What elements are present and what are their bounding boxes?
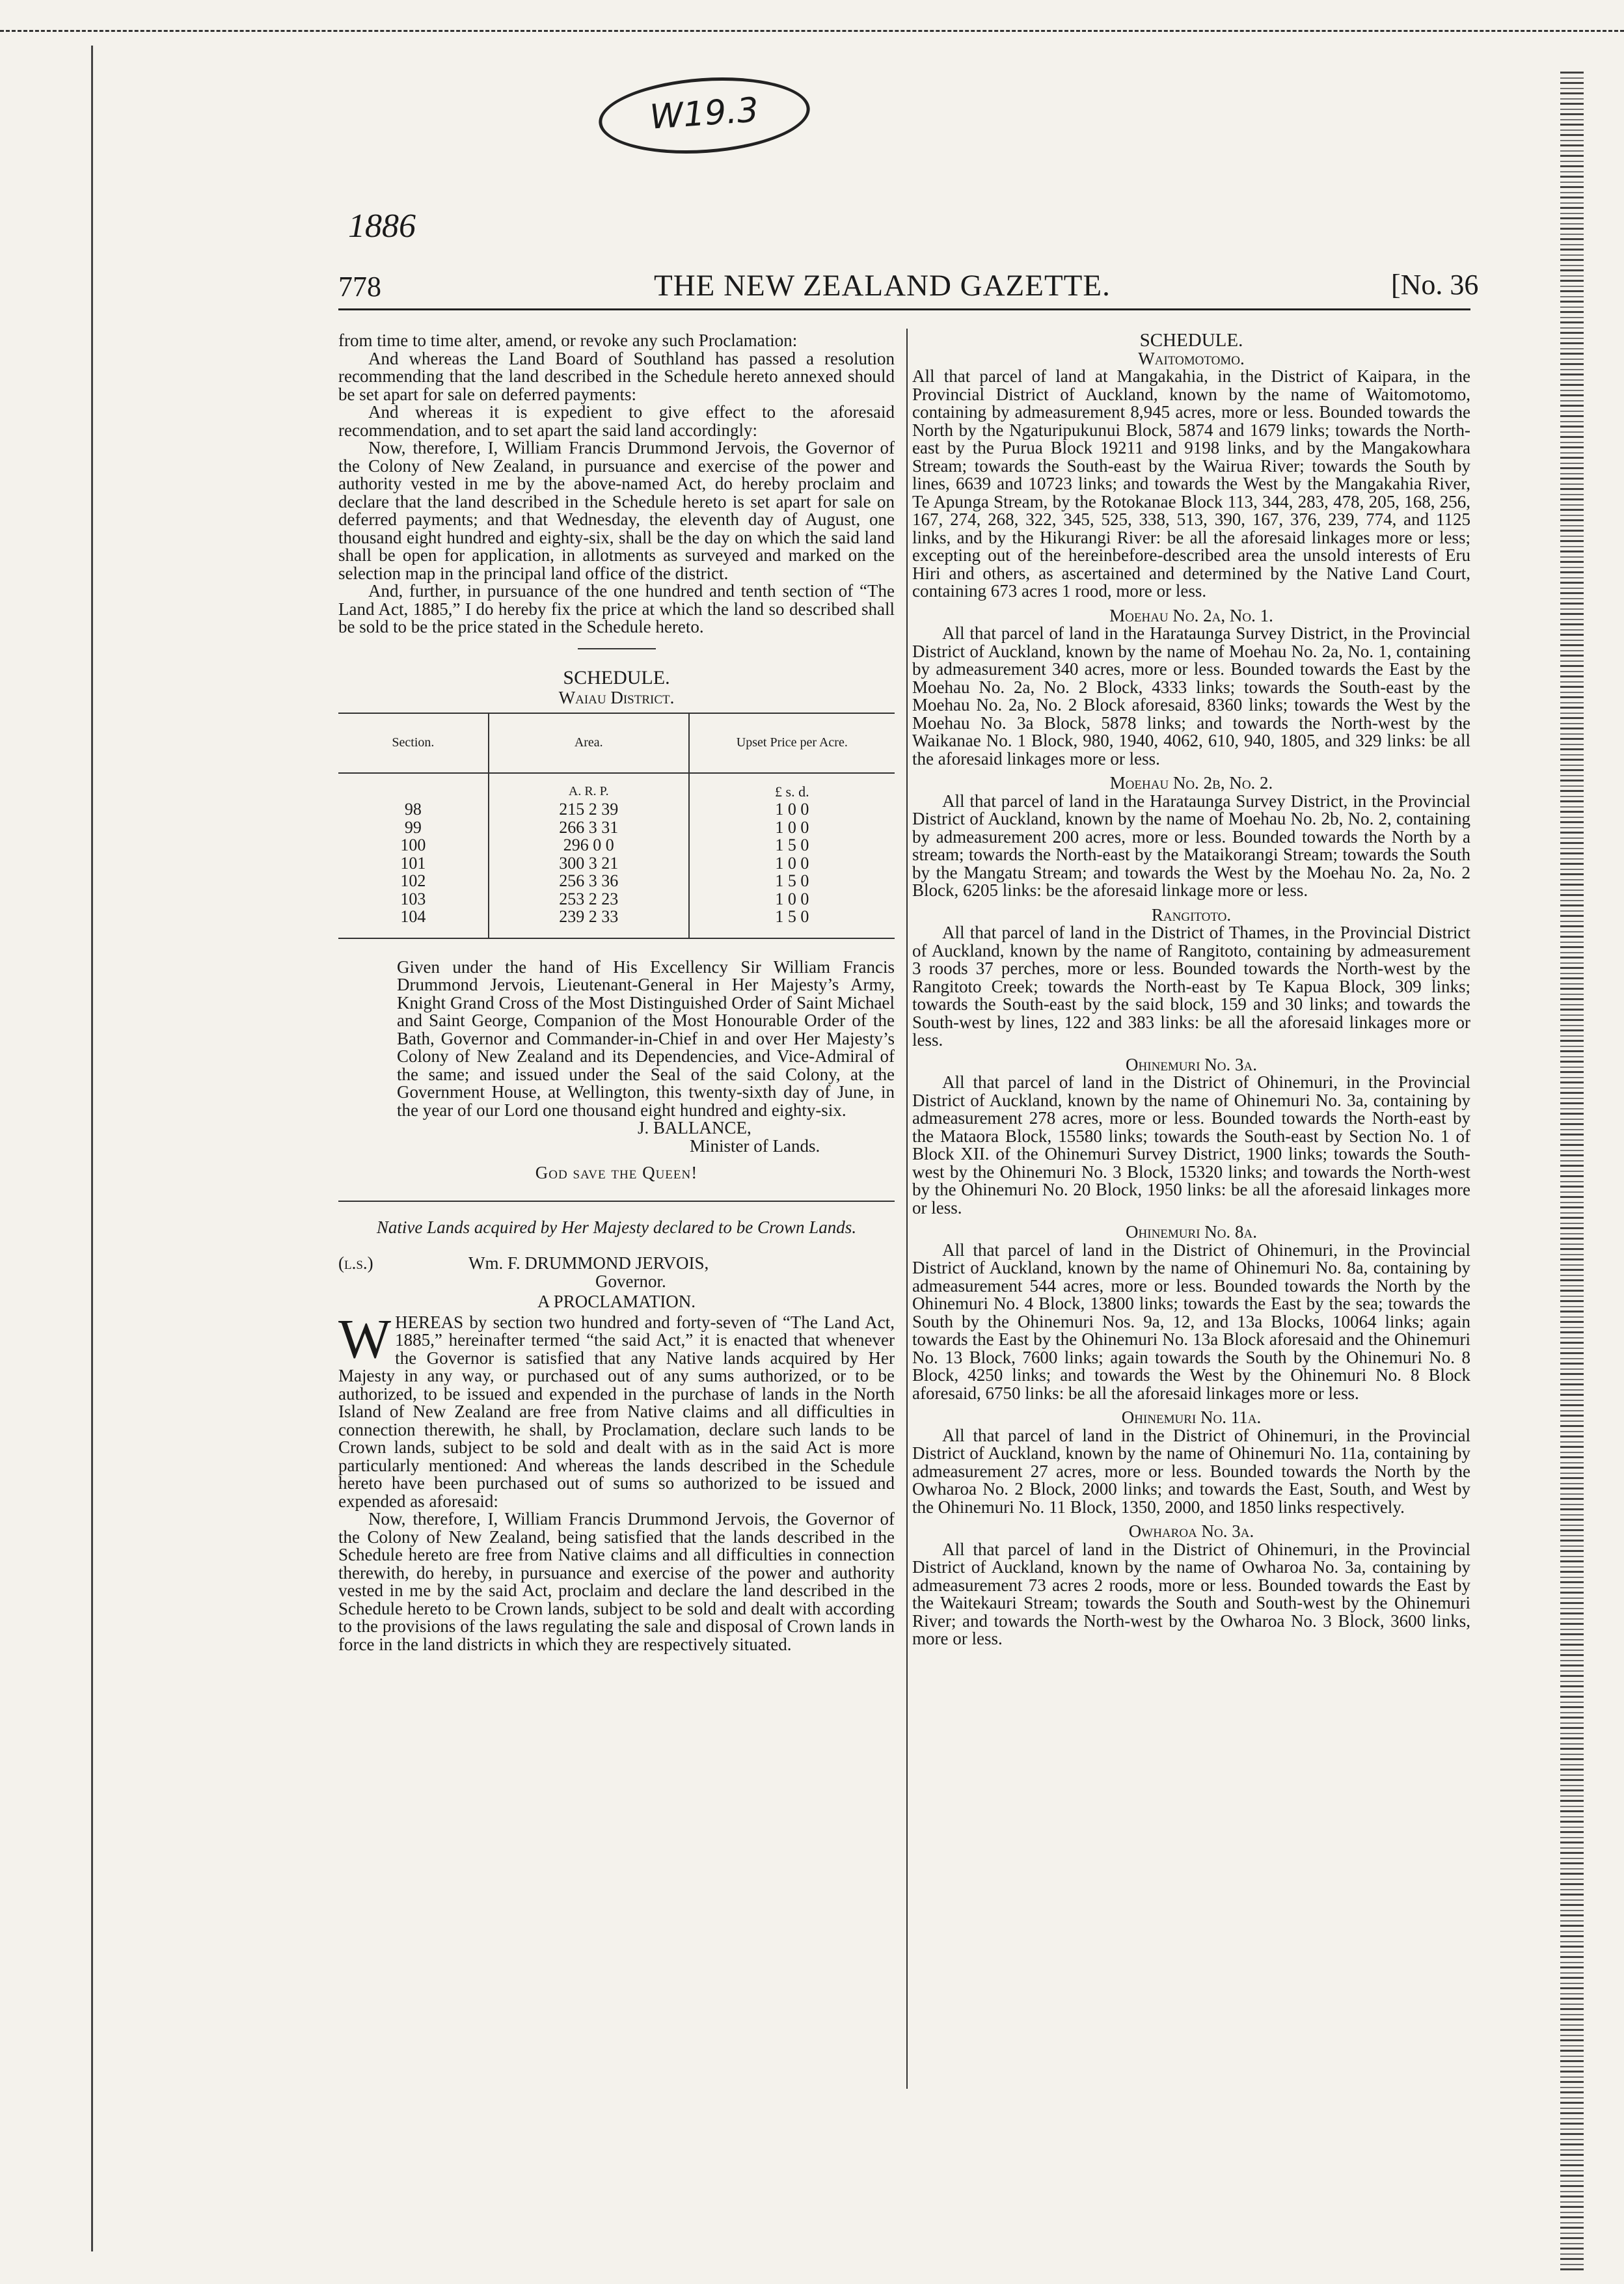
drop-capital: W [338, 1307, 392, 1370]
paragraph: Now, therefore, I, William Francis Drummond Jervois, the Governor of the Colony of New Zealand, in pursuance and exercise of the power and authority vested in me by the above-named Act, do hereby proclaim and declare that the land described in the Schedule hereto is set apart for sale on deferred payments; and that Wednesday, the eleventh day of August, one thousand eight hundred and eighty-six, shall be the day on which the said land shall be open for application, in allotments as surveyed and marked on the selection map in the principal land office of the district. [338, 438, 895, 583]
table-cell-section: 101 [338, 854, 489, 873]
table-row [338, 872, 895, 890]
governor-title: Governor. [595, 1271, 666, 1291]
table-row [338, 890, 895, 908]
given-under-hand: Given under the hand of His Excellency Sir William Francis Drummond Jervois, Lieutenant-General in Her Majesty’s Army, Knight Grand Cross of the Most Distinguished Order of Saint Michael and Saint George, Companion of the Most Honourable Order of the Bath, Governor and Commander-in-Chief in and over Her Majesty’s Colony of New Zealand and its Dependencies, and Vice-Admiral of the same; and issued under the Seal of the said Colony, at the Government House, at Wellington, this twenty-sixth day of June, in the year of our Lord one thousand eight hundred and eighty-six. [397, 957, 895, 1120]
table-cell-area: 256 3 36 [489, 872, 689, 890]
block-heading: Moehau No. 2b, No. 2. [1109, 773, 1273, 793]
table-cell-area: 239 2 33 [489, 908, 689, 938]
block-text: All that parcel of land in the District of Ohinemuri, in the Provincial District of Auckland, known by the name of Owharoa No. 3a, containing by admeasurement 73 acres 2 roods, more or less. Bounded towards the East by the Waitekauri Stream; towards the South and South-west by the Ohinemuri River; and towards the North-west by the Owharoa No. 3 Block, 3600 links, more or less. [912, 1539, 1470, 1648]
table-cell-price: 1 0 0 [775, 889, 809, 908]
block-text: All that parcel of land in the District of Ohinemuri, in the Provincial District of Auckland, known by the name of Ohinemuri No. 11a, containing by admeasurement 27 acres, more or less. Bounded towards the North by the Owharoa No. 2 Block, 2000 links; and towards the East, South, and West by the Ohinemuri No. 11 Block, 1350, 2000, and 1850 links respectively. [912, 1425, 1470, 1517]
table-cell-price: 1 0 0 [775, 817, 809, 837]
paragraph: And, further, in pursuance of the one hundred and tenth section of “The Land Act, 1885,” I do hereby fix the price at which the land so described shall be sold to be the price stated in the Schedule hereto. [338, 581, 895, 636]
table-cell-area: 300 3 21 [489, 854, 689, 873]
block-text: All that parcel of land in the District of Ohinemuri, in the Provincial District of Auckland, known by the name of Ohinemuri No. 3a, containing by admeasurement 278 acres, more or less. Bounded towards the North-east by the Mataora Block, 15580 links; towards the South-east by Section No. 1 of Block XII. of the Ohinemuri Survey District, 1900 links; towards the South-west by the Ohinemuri No. 3 Block, 15320 links; and towards the North-west by the Ohinemuri No. 20 Block, 1950 links: be all the aforesaid linkages more or less. [912, 1072, 1470, 1217]
paragraph [338, 1307, 895, 1511]
signer-name: J. BALLANCE, [638, 1118, 751, 1137]
paragraph: Now, therefore, I, William Francis Drummond Jervois, the Governor of the Colony of New Zealand, being satisfied that the lands described in the Schedule hereto are free from Native claims and all difficulties in connection therewith, do hereby, in pursuance and exercise of the power and authority vested in me by the said Act, proclaim and declare the land described in the Schedule hereto to be Crown lands, subject to be sold and dealt with according to the provisions of the laws regulating the sale and disposal of Crown lands in force in the land districts in which they are respectively situated. [338, 1509, 895, 1654]
table-cell-section: 104 [338, 908, 489, 938]
page-right-binding-edge [1560, 72, 1584, 2271]
block-heading: Owharoa No. 3a. [1128, 1521, 1254, 1541]
table-row [338, 854, 895, 873]
block-text: All that parcel of land in the Harataunga Survey District, in the Provincial District of Auckland, known by the name of Moehau No. 2a, No. 1, containing by admeasurement 340 acres, more or less. Bounded towards the East by the Moehau No. 2a, No. 2 Block, 4333 links; towards the South-east by the Moehau No. 2a, No. 2 Block aforesaid, 8360 links; towards the West by the Moehau No. 3a Block, 5878 links; and towards the North-west by the Waikanae No. 1 Block, 980, 1940, 4062, 610, 940, 1805, and 329 links: be all the aforesaid linkages more or less. [912, 623, 1470, 768]
paragraph: And whereas the Land Board of Southland has passed a resolution recommending that the land described in the Schedule hereto annexed should be set apart for sale on deferred payments: [338, 348, 895, 404]
section-title: Native Lands acquired by Her Majesty declared to be Crown Lands. [376, 1217, 857, 1237]
table-cell-area: 296 0 0 [489, 836, 689, 854]
block-heading: Rangitoto. [1151, 904, 1232, 925]
block-heading: Ohinemuri No. 3a. [1126, 1054, 1257, 1074]
area-units: A. R. P. [489, 773, 689, 801]
table-cell-area: 215 2 39 [489, 800, 689, 819]
table-cell-price: 1 5 0 [775, 907, 809, 926]
schedule-title: SCHEDULE. [563, 666, 670, 688]
table-header: Upset Price per Acre. [689, 714, 895, 773]
issue-number: [No. 36 [1391, 269, 1479, 301]
table-row [338, 819, 895, 837]
table-cell-price: 1 0 0 [775, 800, 809, 819]
table-row [338, 836, 895, 854]
gazette-title: THE NEW ZEALAND GAZETTE. [654, 269, 1111, 303]
table-cell-section: 100 [338, 836, 489, 854]
block-heading: Moehau No. 2a, No. 1. [1109, 605, 1273, 625]
table-cell-price: 1 5 0 [775, 836, 809, 854]
block-text: All that parcel of land in the District of Thames, in the Provincial District of Auckland, known by the name of Rangitoto, containing by admeasurement 3 roods 37 perches, more or less. Bounded towards the North-west by the Rangitoto Creek; towards the North-east by Te Kapua Block, 309 links; towards the South-east by the said block, 159 and 30 links; and towards the South-west by lines, 122 and 383 links: be all the aforesaid linkages more or less. [912, 923, 1470, 1050]
block-text: All that parcel of land in the District of Ohinemuri, in the Provincial District of Auckland, known by the name of Ohinemuri No. 8a, containing by admeasurement 544 acres, more or less. Bounded towards the North by the Ohinemuri No. 4 Block, 13800 links; towards the East by the sea; towards the South by the Ohinemuri Nos. 9a, 12, and 13a Blocks, 10064 links; again towards the East by the Ohinemuri No. 13a Block aforesaid and the Ohinemuri No. 13 Block, 7600 links; again towards the South by the Ohinemuri No. 8 Block, 4250 links; and towards the West by the Ohinemuri No. 8 Block aforesaid, 6750 links: be all the aforesaid linkages more or less. [912, 1240, 1470, 1403]
schedule-title: SCHEDULE. [1139, 330, 1243, 351]
price-units: £ s. d. [775, 783, 809, 800]
table-header: Section. [338, 714, 489, 773]
table-cell-price: 1 0 0 [775, 853, 809, 873]
block-text: All that parcel of land in the Harataunga Survey District, in the Provincial District of Auckland, known by the name of Moehau No. 2b, No. 2, containing by admeasurement 200 acres, more or less. Bounded towards the North by a stream; towards the North-east by the Mataikorangi Stream; towards the South by the Mangatu Stream; and towards the West by the Moehau No. 2a, No. 2 Block, 6205 links: be the aforesaid linkage more or less. [912, 791, 1470, 900]
signer-title: Minister of Lands. [690, 1135, 820, 1156]
table-cell-area: 266 3 31 [489, 819, 689, 837]
block-text: All that parcel of land at Mangakahia, in the District of Kaipara, in the Provincial District of Auckland, known by the name of Waitomotomo, containing by admeasurement 8,945 acres, more or less. Bounded towards the North by the Ngaturipukunui Block, 5874 and 1679 links; towards the North-east by the Purua Block 19211 and 9198 links, and by the Mangakowhara Stream; towards the South-east by the Wairua River; towards the South by lines, 6639 and 10723 links; and towards the West by the Mangakahia River, Te Apunga Stream, by the Rotokanae Block 113, 344, 283, 478, 205, 168, 256, 167, 274, 268, 322, 345, 525, 338, 513, 390, 167, 376, 239, 774, and 1125 links, and by the Hikurangi River: be all the aforesaid linkages more or less; excepting out of the hereinbefore-described area the unsold interests of Eru Hiri and others, as ascertained and determined by the Native Land Court, containing 673 acres 1 rood, more or less. [912, 366, 1470, 601]
table-row [338, 800, 895, 819]
block-heading: Ohinemuri No. 8a. [1126, 1222, 1257, 1242]
proclamation-title: A PROCLAMATION. [537, 1292, 696, 1311]
schedule-district: Waiau District. [558, 688, 675, 707]
block-heading: Ohinemuri No. 11a. [1121, 1407, 1262, 1427]
table-cell-section: 102 [338, 872, 489, 890]
god-save-the-queen: God save the Queen! [535, 1163, 698, 1182]
proclamation-header [338, 1255, 895, 1273]
governor-name: Wm. F. DRUMMOND JERVOIS, [468, 1253, 709, 1273]
section-rule [338, 1201, 895, 1202]
page-number: 778 [338, 271, 381, 303]
table-cell-price: 1 5 0 [775, 871, 809, 890]
column-divider [906, 329, 908, 2089]
right-column [912, 332, 1470, 1648]
handwritten-year-note: 1886 [348, 208, 416, 245]
left-column [338, 332, 895, 1653]
header-rule [338, 308, 1470, 310]
seal-mark: (l.s.) [338, 1253, 373, 1273]
paragraph: And whereas it is expedient to give effect to the aforesaid recommendation, and to set apart the said land accordingly: [338, 402, 895, 440]
table-cell-area: 253 2 23 [489, 890, 689, 908]
table-cell-section: 98 [338, 800, 489, 819]
table-cell-section: 103 [338, 890, 489, 908]
paragraph-text: HEREAS by section two hundred and forty-seven of “The Land Act, 1885,” hereinafter termed “the said Act,” it is enacted that whenever the Governor is satisfied that any Native lands acquired by Her Majesty in any way, or purchased out of any sums authorized, or to be authorized, to be issued and expended in the purchase of lands in the North Island of New Zealand are free from Native claims and all difficulties in connection therewith, he shall, by Proclamation, declare such lands to be Crown lands, subject to be sold and dealt with as in the said Act is more particularly mentioned: And whereas the lands described in the Schedule hereto have been purchased out of sums so authorized to be issued and expended as aforesaid: [338, 1312, 895, 1511]
schedule-table [338, 713, 895, 939]
table-row [338, 908, 895, 938]
archive-stamp: W19.3 [596, 71, 812, 160]
block-heading: Waitomotomo. [1138, 348, 1245, 368]
top-edge-rule [0, 30, 1624, 32]
table-header: Area. [489, 714, 689, 773]
page-left-edge [91, 46, 107, 2251]
short-rule [578, 648, 656, 649]
table-cell-section: 99 [338, 819, 489, 837]
paragraph: from time to time alter, amend, or revoke any such Proclamation: [338, 331, 798, 350]
